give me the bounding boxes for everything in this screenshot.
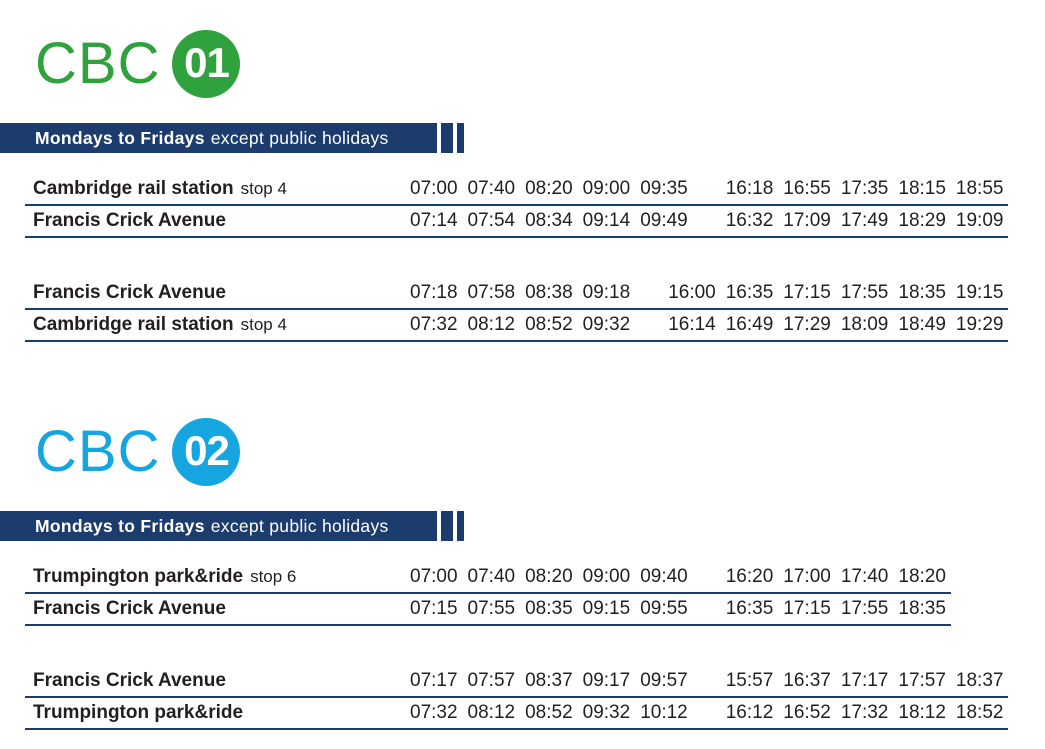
departure-time: 16:14 <box>668 314 716 335</box>
time-group-divider <box>640 297 658 298</box>
departure-time: 17:55 <box>840 282 889 303</box>
departure-time: 16:52 <box>783 702 831 723</box>
departure-time: 07:32 <box>410 314 458 335</box>
departure-time: 17:57 <box>898 670 946 691</box>
departure-time: 08:52 <box>525 702 573 723</box>
timetable-row <box>25 174 1008 206</box>
stop-cell <box>25 314 410 336</box>
departure-time: 09:40 <box>640 566 688 587</box>
timetable-row <box>25 562 951 594</box>
departure-time: 16:32 <box>725 210 774 231</box>
departure-time: 09:17 <box>582 670 631 691</box>
departure-times <box>410 566 946 588</box>
service-exception-label: except public holidays <box>210 127 389 148</box>
departure-time: 07:00 <box>410 566 458 587</box>
timetable-row <box>25 666 1008 698</box>
departure-time: 07:55 <box>467 598 516 619</box>
departure-time: 09:18 <box>582 282 631 303</box>
time-group-divider <box>640 329 658 330</box>
departure-time: 18:29 <box>898 210 946 231</box>
departure-time: 15:57 <box>725 670 774 691</box>
service-banner <box>0 511 464 541</box>
route-number-badge <box>172 418 240 486</box>
departure-times <box>410 702 1003 724</box>
departure-time: 16:55 <box>783 178 831 199</box>
stop-name: Francis Crick Avenue <box>33 598 226 619</box>
departure-time: 08:37 <box>525 670 573 691</box>
timetable-return-cbc02 <box>25 666 1008 730</box>
departure-time: 09:55 <box>640 598 688 619</box>
departure-time: 18:35 <box>898 598 946 619</box>
timetable-row <box>25 206 1008 238</box>
stop-name: Francis Crick Avenue <box>33 670 226 691</box>
departure-times <box>410 598 946 620</box>
time-group-divider <box>698 685 716 686</box>
departure-time: 09:32 <box>582 314 631 335</box>
banner-accent-segment <box>441 123 453 153</box>
departure-time: 17:15 <box>783 598 831 619</box>
stop-name: Cambridge rail station <box>33 314 234 335</box>
departure-time: 18:55 <box>955 178 1004 199</box>
route-name: CBC <box>35 419 161 484</box>
departure-time: 16:37 <box>783 670 831 691</box>
service-banner-bar <box>0 123 437 153</box>
departure-time: 07:40 <box>467 178 516 199</box>
departure-times <box>410 178 1003 200</box>
departure-time: 16:20 <box>725 566 774 587</box>
stop-cell <box>25 670 410 692</box>
banner-accent-segment <box>441 511 453 541</box>
timetable-row <box>25 594 951 626</box>
stop-cell <box>25 702 410 724</box>
departure-time: 17:35 <box>840 178 889 199</box>
departure-time: 16:18 <box>725 178 774 199</box>
departure-time: 07:57 <box>467 670 516 691</box>
departure-time: 09:00 <box>582 566 631 587</box>
departure-time: 17:09 <box>783 210 831 231</box>
route-number: 01 <box>184 39 229 86</box>
timetable-outbound-cbc01 <box>25 174 1008 238</box>
departure-time: 07:58 <box>467 282 516 303</box>
departure-time: 07:15 <box>410 598 458 619</box>
departure-time: 17:55 <box>840 598 889 619</box>
service-days-label: Mondays to Fridays <box>35 515 205 536</box>
departure-time: 18:37 <box>955 670 1004 691</box>
departure-time: 08:38 <box>525 282 573 303</box>
departure-time: 18:52 <box>955 702 1004 723</box>
departure-time: 07:00 <box>410 178 458 199</box>
departure-time: 18:20 <box>898 566 946 587</box>
departure-time: 09:14 <box>582 210 631 231</box>
departure-time: 08:20 <box>525 566 573 587</box>
stop-name: Francis Crick Avenue <box>33 210 226 231</box>
timetable-row <box>25 278 1008 310</box>
departure-time: 16:35 <box>725 282 774 303</box>
departure-time: 19:09 <box>955 210 1004 231</box>
timetable-return-cbc01 <box>25 278 1008 342</box>
banner-accent-segment <box>457 123 464 153</box>
departure-time: 08:52 <box>525 314 573 335</box>
service-days-label: Mondays to Fridays <box>35 127 205 148</box>
stop-cell <box>25 178 410 200</box>
departure-time: 18:12 <box>898 702 946 723</box>
departure-time: 07:54 <box>467 210 516 231</box>
route-number: 02 <box>184 427 229 474</box>
departure-time: 07:17 <box>410 670 458 691</box>
departure-time: 08:20 <box>525 178 573 199</box>
timetable-outbound-cbc02 <box>25 562 951 626</box>
departure-time: 19:29 <box>955 314 1004 335</box>
route-02-logo <box>35 418 240 486</box>
departure-time: 09:49 <box>640 210 688 231</box>
departure-time: 18:35 <box>898 282 946 303</box>
departure-time: 10:12 <box>640 702 688 723</box>
route-01-logo <box>35 30 240 98</box>
departure-time: 08:35 <box>525 598 573 619</box>
departure-time: 07:40 <box>467 566 516 587</box>
departure-time: 09:32 <box>582 702 631 723</box>
route-number-badge <box>172 30 240 98</box>
banner-accent-segment <box>457 511 464 541</box>
service-exception-label: except public holidays <box>210 515 389 536</box>
departure-time: 09:00 <box>582 178 631 199</box>
stop-cell <box>25 282 410 304</box>
departure-time: 16:35 <box>725 598 774 619</box>
stop-name: Trumpington park&ride <box>33 702 244 723</box>
departure-time: 19:15 <box>955 282 1004 303</box>
departure-time: 07:32 <box>410 702 458 723</box>
time-group-divider <box>698 581 716 582</box>
service-banner-bar <box>0 511 437 541</box>
departure-time: 08:12 <box>467 314 516 335</box>
departure-times <box>410 210 1003 232</box>
departure-time: 09:35 <box>640 178 688 199</box>
stop-name: Trumpington park&ride <box>33 566 244 587</box>
service-banner <box>0 123 464 153</box>
time-group-divider <box>698 225 716 226</box>
departure-time: 16:49 <box>725 314 774 335</box>
stop-name: Cambridge rail station <box>33 178 234 199</box>
departure-time: 17:49 <box>840 210 889 231</box>
stop-cell <box>25 598 410 620</box>
time-group-divider <box>698 613 716 614</box>
stop-cell <box>25 566 410 588</box>
departure-time: 16:12 <box>725 702 774 723</box>
departure-time: 18:09 <box>840 314 889 335</box>
timetable-row <box>25 698 1008 730</box>
departure-times <box>410 314 1003 336</box>
departure-time: 17:00 <box>783 566 831 587</box>
stop-note: stop 4 <box>240 315 287 334</box>
time-group-divider <box>698 193 716 194</box>
departure-time: 09:15 <box>582 598 631 619</box>
route-name: CBC <box>35 31 161 96</box>
stop-note: stop 6 <box>250 567 297 586</box>
departure-time: 07:14 <box>410 210 458 231</box>
departure-time: 17:17 <box>840 670 889 691</box>
stop-note: stop 4 <box>240 179 287 198</box>
departure-time: 17:15 <box>783 282 831 303</box>
departure-time: 18:15 <box>898 178 946 199</box>
timetable-row <box>25 310 1008 342</box>
departure-times <box>410 282 1003 304</box>
departure-time: 07:18 <box>410 282 458 303</box>
departure-time: 17:29 <box>783 314 831 335</box>
departure-time: 08:12 <box>467 702 516 723</box>
time-group-divider <box>698 717 716 718</box>
departure-time: 08:34 <box>525 210 573 231</box>
departure-time: 09:57 <box>640 670 688 691</box>
departure-time: 18:49 <box>898 314 946 335</box>
stop-cell <box>25 210 410 232</box>
departure-time: 17:40 <box>840 566 889 587</box>
stop-name: Francis Crick Avenue <box>33 282 226 303</box>
departure-time: 16:00 <box>668 282 716 303</box>
departure-time: 17:32 <box>840 702 889 723</box>
departure-times <box>410 670 1003 692</box>
